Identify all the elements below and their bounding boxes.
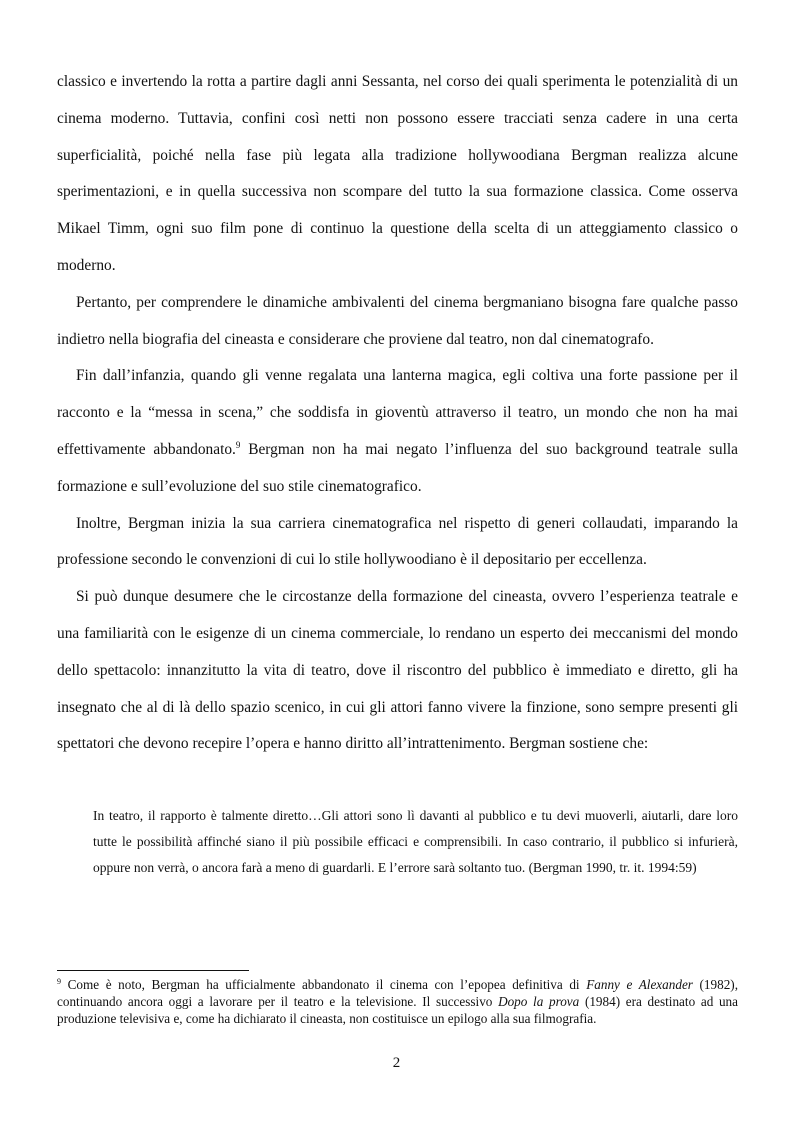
paragraph-3 <box>57 358 738 505</box>
footnote-text-1: Come è noto, Bergman ha ufficialmente abbandonato il cinema con l’epopea definitiva di <box>61 977 587 992</box>
footnote-number: 9 <box>57 977 61 986</box>
footnote-film-title-2: Dopo la prova <box>498 994 580 1010</box>
paragraph-2: Pertanto, per comprendere le dinamiche ambivalenti del cinema bergmaniano bisogna fare qualche passo indietro nella biografia del cineasta e considerare che proviene dal teatro, non dal cinematografo. <box>57 293 738 348</box>
footnote-separator <box>57 970 249 971</box>
document-page <box>57 64 738 881</box>
footnote-9 <box>57 976 738 1028</box>
paragraph-5: Si può dunque desumere che le circostanze della formazione del cineasta, ovvero l’esperienza teatrale e una familiarità con le esigenze di un cinema commerciale, lo rendano un esperto dei meccanismi del mondo dello spettacolo: innanzitutto la vita di teatro, dove il riscontro del pubblico è immediato e diretto, gli ha insegnato che al di là dello spazio scenico, in cui gli attori fanno vivere la finzione, sono sempre presenti gli spettatori che devono recepire l’opera e hanno diritto all’intrattenimento. Bergman sostiene che: <box>57 588 738 753</box>
paragraph-3-text-after: Bergman non ha mai negato l’influenza del suo background teatrale sulla formazione e sull’evoluzione del suo stile cinematografico. <box>57 440 738 495</box>
body-text <box>57 64 738 763</box>
footnote-text-3: (1984) era destinato ad una produzione televisiva e, come ha dichiarato il cineasta, non costituisce un epilogo alla sua filmografia. <box>57 994 739 1027</box>
paragraph-3-text-before: Fin dall’infanzia, quando gli venne regalata una lanterna magica, egli coltiva una forte passione per il racconto e la “messa in scena,” che soddisfa in gioventù attraverso il teatro, un mondo che non ha mai effettivamente abbandonato. <box>57 367 738 458</box>
paragraph-4: Inoltre, Bergman inizia la sua carriera cinematografica nel rispetto di generi collaudati, imparando la professione secondo le convenzioni di cui lo stile hollywoodiano è il depositario per eccellenza. <box>57 514 738 569</box>
footnote-film-title-1: Fanny e Alexander <box>586 977 693 992</box>
block-quote: In teatro, il rapporto è talmente diretto…Gli attori sono lì davanti al pubblico e tu devi muoverli, aiutarli, dare loro tutte le possibilità affinché siano il più possibile efficaci e comprensibili. In caso contrario, il pubblico si infurierà, oppure non verrà, o ancora farà a meno di guardarli. E l’errore sarà soltanto tuo. (Bergman 1990, tr. it. 1994:59) <box>93 808 738 876</box>
footnote-text-2: (1982), continuando ancora oggi a lavorare per il teatro e la televisione. Il successivo <box>57 977 738 1010</box>
page-number: 2 <box>392 1055 401 1071</box>
paragraph-1: classico e invertendo la rotta a partire dagli anni Sessanta, nel corso dei quali sperimenta le potenzialità di un cinema moderno. Tuttavia, confini così netti non possono essere tracciati senza cadere in una certa superficialità, poiché nella fase più legata alla tradizione hollywoodiana Bergman realizza alcune sperimentazioni, e in quella successiva non scompare del tutto la sua formazione classica. Come osserva Mikael Timm, ogni suo film pone di continuo la questione della scelta di un atteggiamento classico o moderno. <box>57 73 738 274</box>
footnote-reference-9[interactable]: 9 <box>235 439 241 450</box>
